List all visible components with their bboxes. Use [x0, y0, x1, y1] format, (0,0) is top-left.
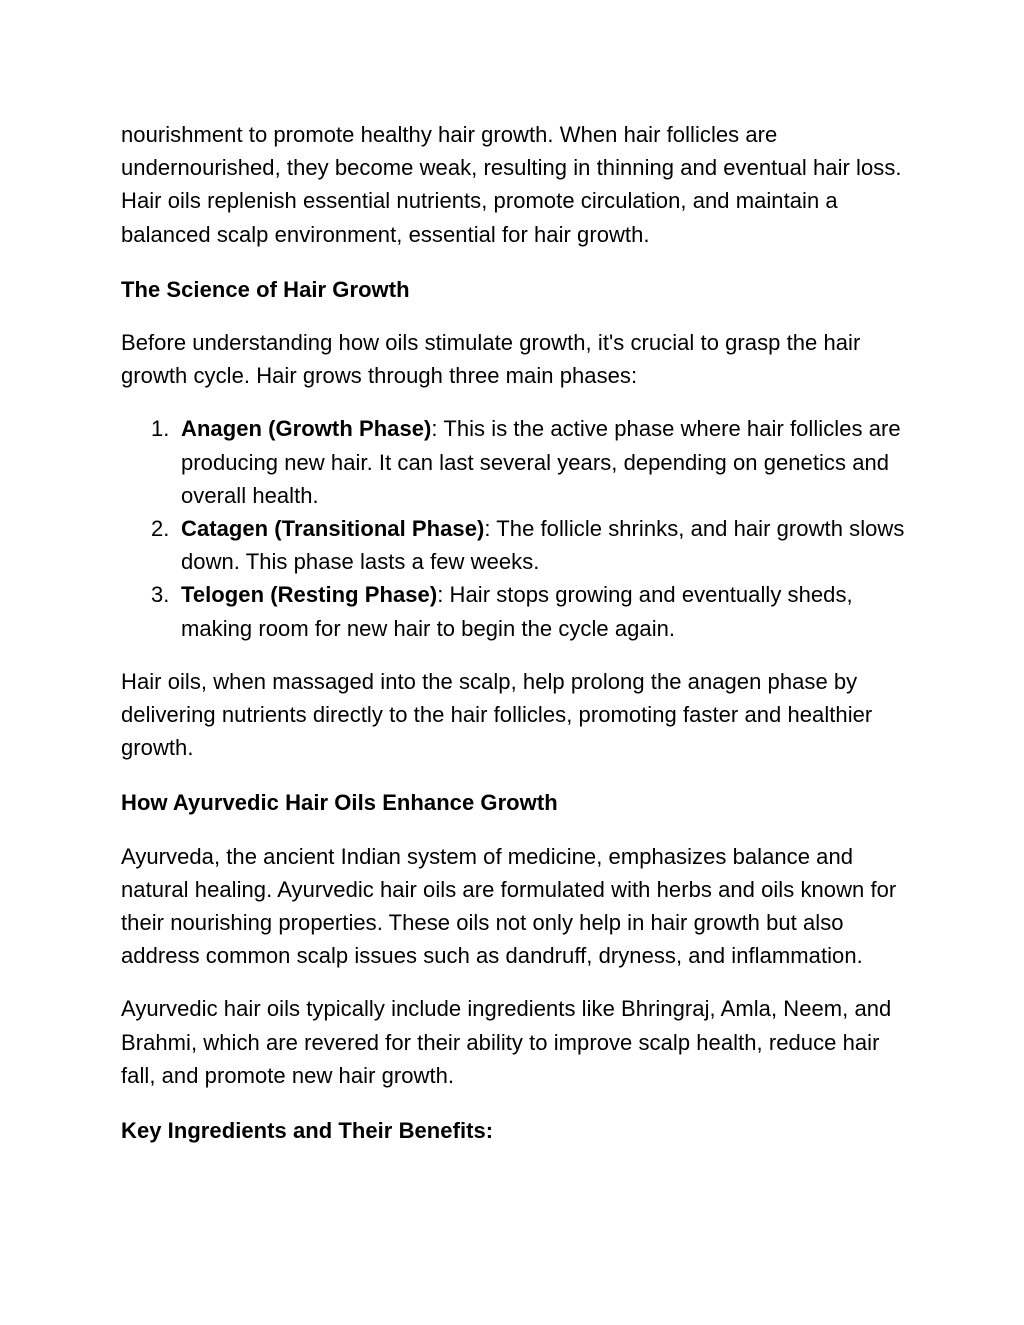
document-page [121, 118, 911, 1147]
science-heading: The Science of Hair Growth [121, 276, 410, 302]
phase-description: : The follicle shrinks, and hair growth slows down. This phase lasts a few weeks. [181, 516, 905, 575]
phase-item-telogen [121, 578, 911, 644]
list-number: 1. [151, 416, 170, 442]
science-outro-paragraph: Hair oils, when massaged into the scalp, help prolong the anagen phase by delivering nutrients directly to the hair follicles, promoting faster and healthier growth. [121, 668, 873, 761]
phase-title: Anagen (Growth Phase) [181, 416, 432, 442]
list-number: 2. [151, 516, 170, 542]
phase-title: Catagen (Transitional Phase) [181, 516, 485, 542]
intro-paragraph: nourishment to promote healthy hair growth. When hair follicles are undernourished, they become weak, resulting in thinning and eventual hair loss. Hair oils replenish essential nutrients, promote circulation, and maintain a balanced scalp environment, essential for hair growth. [121, 122, 902, 247]
ayurvedic-paragraph-1: Ayurveda, the ancient Indian system of medicine, emphasizes balance and natural healing. Ayurvedic hair oils are formulated with herbs and oils known for their nourishing properties. These oils not only help in hair growth but also address common scalp issues such as dandruff, dryness, and inflammation. [121, 843, 897, 969]
list-number: 3. [151, 582, 170, 608]
phase-description: : Hair stops growing and eventually sheds, making room for new hair to begin the cycle again. [181, 582, 853, 641]
ingredients-heading: Key Ingredients and Their Benefits: [121, 1118, 494, 1144]
science-intro-paragraph: Before understanding how oils stimulate growth, it's crucial to grasp the hair growth cycle. Hair grows through three main phases: [121, 330, 861, 389]
ayurvedic-heading: How Ayurvedic Hair Oils Enhance Growth [121, 790, 558, 816]
phase-description: : This is the active phase where hair follicles are producing new hair. It can last several years, depending on genetics and overall health. [181, 416, 901, 508]
phase-item-catagen [121, 512, 911, 578]
phase-title: Telogen (Resting Phase) [181, 582, 438, 608]
phase-item-anagen [121, 412, 911, 512]
ayurvedic-paragraph-2: Ayurvedic hair oils typically include ingredients like Bhringraj, Amla, Neem, and Brahmi, which are revered for their ability to improve scalp health, reduce hair fall, and promote new hair growth. [121, 996, 892, 1088]
phase-list [121, 412, 911, 644]
